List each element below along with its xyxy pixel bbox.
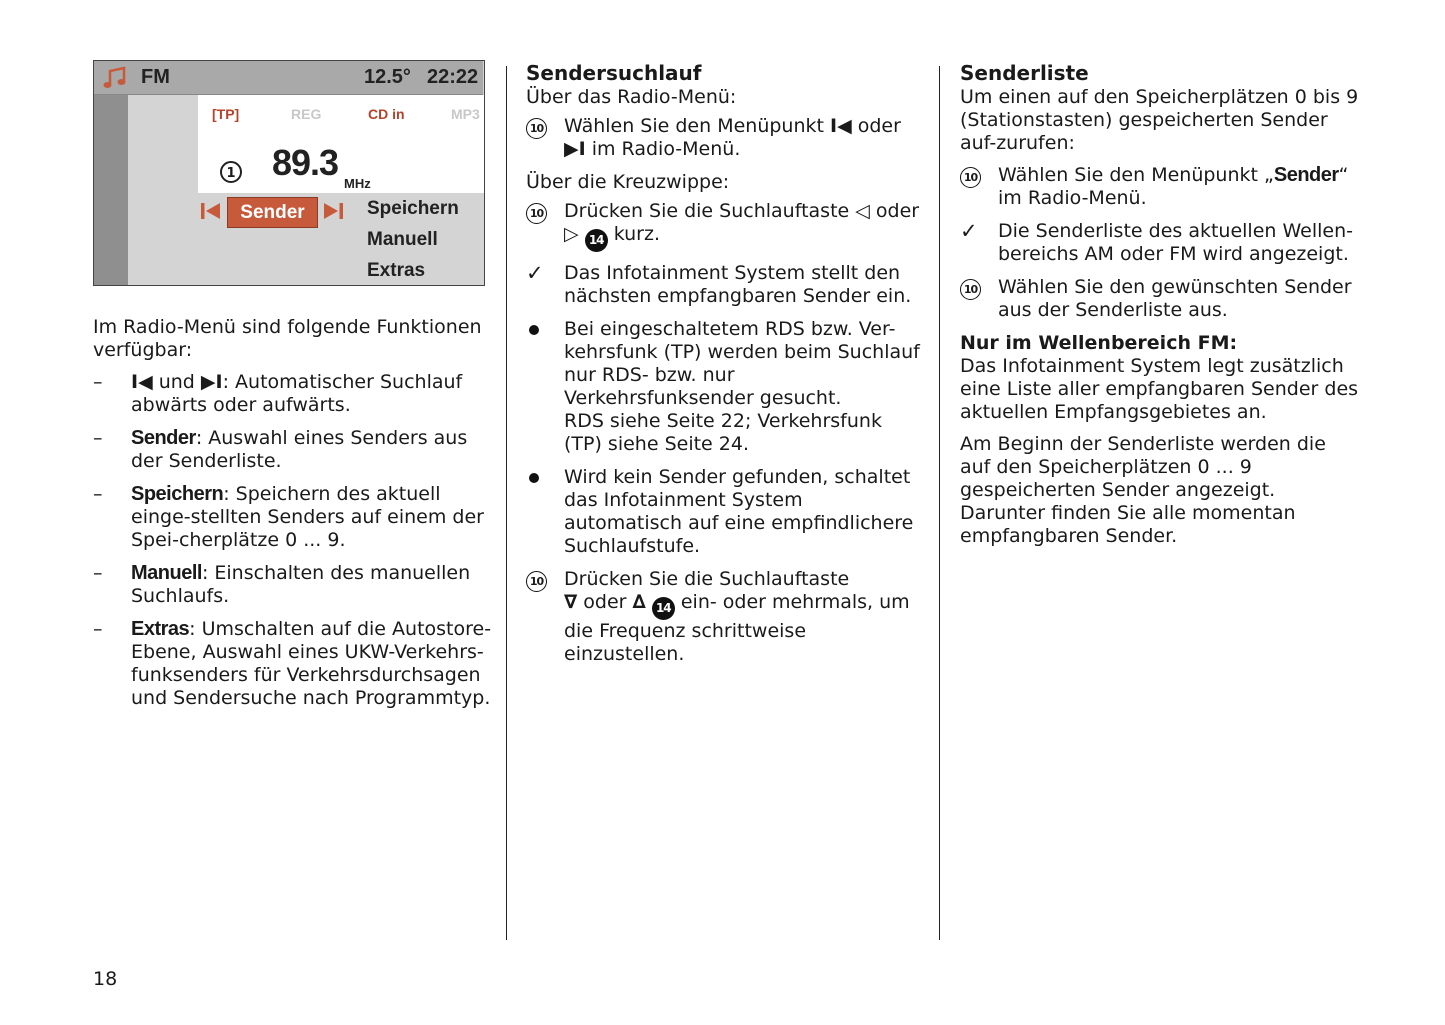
step-choose-sender (960, 276, 1360, 322)
dash-marker: – (93, 427, 103, 449)
step-text-end: ein- oder mehrmals, um die Frequenz schrittweise einzustellen. (564, 591, 910, 665)
check-icon: ✓ (526, 261, 544, 285)
manuell-key: Manuell (131, 562, 202, 584)
step-manual-tuning (526, 568, 921, 666)
speichern-key: Speichern (131, 483, 224, 505)
function-item-manuell (93, 562, 493, 608)
up-arrow-icon: ∆ (632, 591, 646, 613)
step-text: Drücken Sie die Suchlauftaste (564, 568, 850, 590)
no-sender-text: Wird kein Sender gefunden, schaltet das Infotainment System automatisch auf eine empfindlichere Suchlaufstufe. (564, 466, 914, 557)
seek-back-symbol: I◀ (830, 115, 852, 137)
bullet-no-sender (526, 466, 921, 558)
step-text-end: kurz. (607, 223, 660, 245)
menu-manuell[interactable]: Manuell (367, 229, 438, 250)
step-text-end: im Radio-Menü. (585, 138, 741, 160)
menu-extras[interactable]: Extras (367, 260, 426, 281)
radio-screen (93, 60, 485, 286)
music-note-icon (102, 65, 128, 91)
result-item (526, 262, 921, 308)
temperature: 12.5° (364, 66, 411, 88)
page-number: 18 (93, 968, 118, 990)
manuell-description: : Einschalten des manuellen Suchlaufs. (131, 562, 471, 607)
bullet-icon (529, 473, 539, 483)
screen-status-bar (94, 61, 483, 95)
col2-sub-kreuzwippe: Über die Kreuzwippe: (526, 171, 730, 193)
control-10-icon: 10 (526, 571, 547, 592)
column-divider-1 (506, 66, 507, 940)
rds-reference: RDS siehe Seite 22; Verkehrsfunk (TP) siehe Seite 24. (564, 410, 882, 455)
bullet-rds (526, 318, 921, 456)
frequency: 89.3 (272, 142, 339, 183)
control-10-icon: 10 (526, 203, 547, 224)
sender-key: Sender (1273, 164, 1339, 186)
flag-reg: REG (291, 106, 322, 122)
step-text: Wählen Sie den gewünschten Sender aus der Senderliste aus. (998, 276, 1352, 321)
flag-tp: [TP] (212, 106, 240, 122)
sender-description: : Auswahl eines Senders aus der Senderliste. (131, 427, 468, 472)
result-item (960, 220, 1360, 266)
screen-info-area (198, 95, 484, 193)
or-text: oder (869, 200, 920, 222)
step-text: Drücken Sie die Suchlauftaste (564, 200, 856, 222)
or-text: oder (577, 591, 633, 613)
control-10-icon: 10 (960, 279, 981, 300)
control-10-icon: 10 (960, 167, 981, 188)
bullet-icon (529, 325, 539, 335)
menu-speichern[interactable]: Speichern (367, 198, 459, 219)
column-1 (93, 60, 493, 720)
result-text: Das Infotainment System stellt den nächsten empfangbaren Sender ein. (564, 262, 912, 307)
preset-number: 1 (220, 161, 242, 183)
column-3 (960, 60, 1360, 557)
control-10-icon: 10 (526, 118, 547, 139)
flag-cd-in: CD in (368, 106, 405, 122)
seek-forward-symbol: ▶I (564, 138, 586, 160)
step-radio-menu (526, 115, 921, 161)
clock-time: 22:22 (427, 66, 479, 88)
section-title-sendersuchlauf: Sendersuchlauf (526, 61, 702, 85)
band-label: FM (141, 66, 170, 88)
step-select-sender-menu (960, 164, 1360, 210)
or-text: oder (851, 115, 901, 137)
seek-forward-icon[interactable] (322, 201, 344, 221)
check-icon: ✓ (960, 219, 978, 243)
function-item-sender (93, 427, 493, 473)
step-kreuzwippe (526, 200, 921, 252)
seek-forward-symbol: ▶I (200, 371, 223, 393)
column-divider-2 (939, 66, 940, 940)
col1-intro: Im Radio-Menü sind folgende Funktionen verfügbar: (93, 316, 482, 361)
seek-back-icon[interactable] (200, 201, 222, 221)
seek-description: : Automatischer Suchlauf abwärts oder aufwärts. (131, 371, 463, 416)
flag-mp3: MP3 (451, 106, 480, 122)
rds-text: Bei eingeschaltetem RDS bzw. Ver-kehrsfunk (TP) werden beim Suchlauf nur RDS- bzw. nur Verkehrsfunksender gesucht. (564, 318, 920, 409)
step-text-end: “ im Radio-Menü. (998, 164, 1349, 209)
left-arrow-icon: ◁ (855, 200, 870, 222)
dash-marker: – (93, 618, 103, 640)
sender-button[interactable]: Sender (227, 197, 318, 228)
extras-description: : Umschalten auf die Autostore-Ebene, Auswahl eines UKW-Verkehrs-funksenders für Verkehrsdurchsagen und Sendersuche nach Programmtyp. (131, 618, 492, 709)
control-14-icon: 14 (585, 229, 608, 252)
seek-back-symbol: I◀ (131, 371, 153, 393)
speichern-description: : Speichern des aktuell einge-stellten Senders auf einem der Spei-cherplätze 0 ... 9. (131, 483, 484, 551)
col3-intro: Um einen auf den Speicherplätzen 0 bis 9 (Stationstasten) gespeicherten Sender auf-zurufen: (960, 86, 1359, 154)
extras-key: Extras (131, 618, 190, 640)
dash-marker: – (93, 371, 103, 393)
step-text: Wählen Sie den Menüpunkt „ (998, 164, 1274, 186)
screen-left-panel (94, 95, 128, 285)
function-item-seek (93, 371, 493, 417)
fm-text: Das Infotainment System legt zusätzlich eine Liste aller empfangbaren Sender des aktuellen Empfangsgebietes an. (960, 355, 1359, 423)
sender-key: Sender (131, 427, 196, 449)
control-14-icon: 14 (652, 597, 675, 620)
dash-marker: – (93, 562, 103, 584)
section-title-senderliste: Senderliste (960, 61, 1089, 85)
function-item-speichern (93, 483, 493, 552)
right-arrow-icon: ▷ (564, 223, 579, 245)
frequency-unit: MHz (344, 176, 371, 191)
col2-sub-radio-menu: Über das Radio-Menü: (526, 86, 737, 108)
step-text: Wählen Sie den Menüpunkt (564, 115, 831, 137)
screen-grey-panel (128, 95, 198, 285)
column-2 (526, 60, 921, 676)
and-text: und (152, 371, 201, 393)
fm-subheading: Nur im Wellenbereich FM: (960, 332, 1238, 354)
dash-marker: – (93, 483, 103, 505)
function-item-extras (93, 618, 493, 710)
col3-paragraph-2: Am Beginn der Senderliste werden die auf den Speicherplätzen 0 ... 9 gespeicherten Sender angezeigt. Darunter finden Sie alle momentan empfangbaren Sender. (960, 433, 1326, 547)
result-text: Die Senderliste des aktuellen Wellen-bereichs AM oder FM wird angezeigt. (998, 220, 1353, 265)
down-arrow-icon: ∇ (564, 591, 578, 613)
